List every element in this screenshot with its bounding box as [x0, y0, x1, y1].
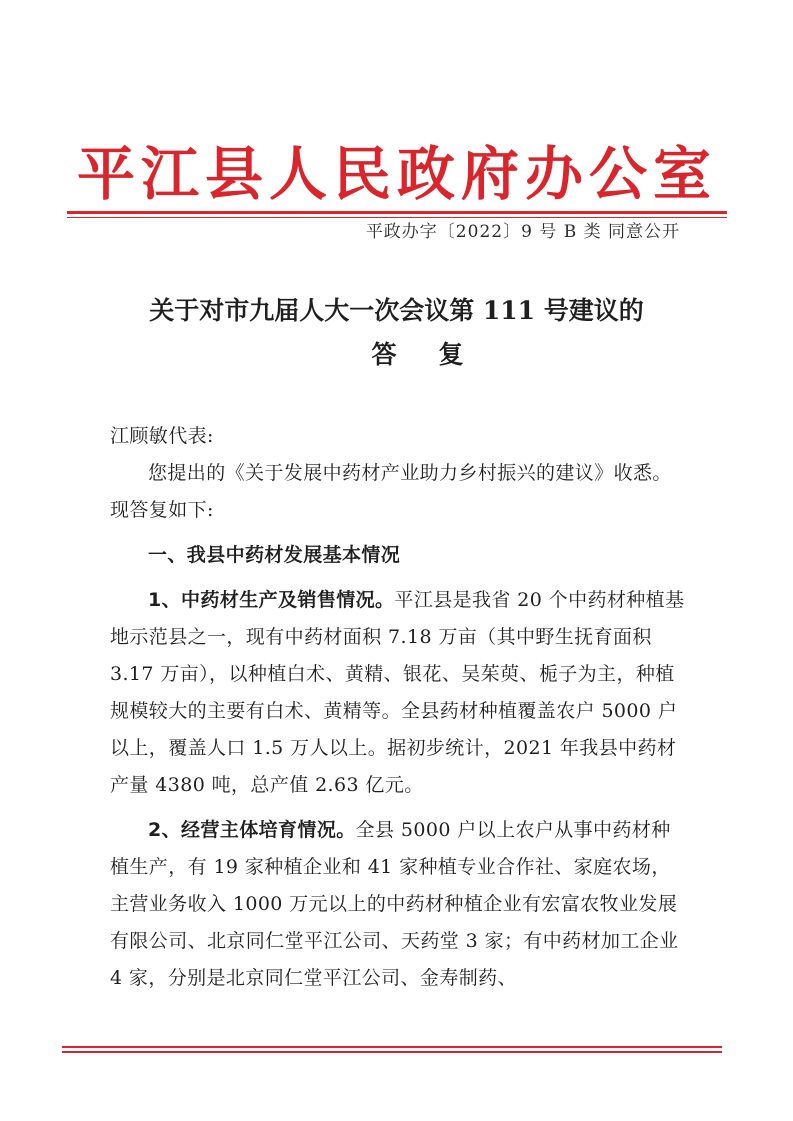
item-1-lead: 1、中药材生产及销售情况。: [148, 589, 395, 611]
document-number: 平政办字〔2022〕9 号 B 类 同意公开: [365, 222, 680, 242]
item-2-paragraph: [110, 812, 685, 997]
item-1-paragraph: [110, 582, 685, 804]
footer-red-rule-1: [62, 1046, 722, 1048]
item-1-text: 平江县是我省 20 个中药材种植基地示范县之一，现有中药材面积 7.18 万亩（其中野生抚育面积 3.17 万亩），以种植白术、黄精、银花、吴茱萸、栀子为主，种植规模较大的主要有白术、黄精等。全县药材种植覆盖农户 5000 户以上，覆盖人口 1.5 万人以上。据初步统计，2021 年我县中药材产量 4380 吨，总产值 2.63 亿元。: [110, 589, 685, 796]
document-body: [110, 418, 685, 997]
issuing-organization-title: 平江县人民政府办公室: [76, 140, 717, 208]
document-title-line-1: 关于对市九届人大一次会议第 111 号建议的: [149, 296, 644, 325]
document-title-line-2: 答复: [371, 340, 506, 369]
header-red-rule-thick: [67, 211, 727, 214]
footer-red-rule-2: [62, 1051, 722, 1053]
intro-paragraph: 您提出的《关于发展中药材产业助力乡村振兴的建议》收悉。现答复如下:: [110, 462, 672, 521]
salutation: 江顾敏代表:: [110, 425, 214, 447]
header-red-rule-thin: [67, 217, 727, 218]
section-heading-1: 一、我县中药材发展基本情况: [148, 544, 401, 566]
item-2-lead: 2、经营主体培育情况。: [148, 819, 356, 841]
item-2-text: 全县 5000 户以上农户从事中药材种植生产，有 19 家种植企业和 41 家种植专业合作社、家庭农场，主营业务收入 1000 万元以上的中药材种植企业有宏富农牧业发展有限公司、北京同仁堂平江公司、天药堂 3 家；有中药材加工企业 4 家，分别是北京同仁堂平江公司、金寿制药、: [110, 819, 679, 989]
